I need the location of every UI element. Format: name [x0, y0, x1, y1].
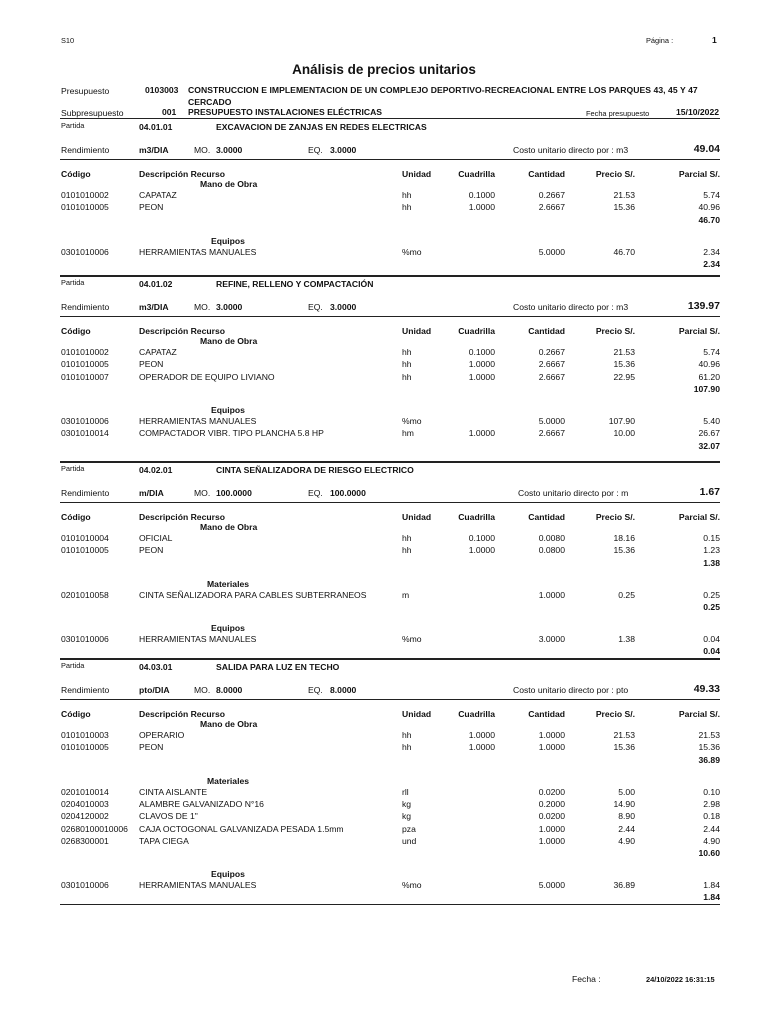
table-row-unidad: %mo: [402, 246, 422, 257]
table-row-precio: 18.16: [613, 533, 635, 543]
table-row-cantidad: 0.0200: [538, 786, 565, 797]
table-row-unidad: kg: [402, 798, 412, 809]
rendimiento-label: Rendimiento: [61, 488, 110, 498]
table-row-codigo: 0301010006: [61, 880, 109, 891]
group-subtotal: 0.04: [703, 646, 720, 657]
eq-value: 8.0000: [330, 685, 357, 695]
subpresupuesto-description: PRESUPUESTO INSTALACIONES ELÉCTRICAS: [188, 107, 383, 117]
col-parcial: Parcial S/.: [678, 512, 720, 522]
group-subtotal: 2.34: [703, 258, 720, 269]
table-row-parcial: 0.15: [703, 533, 720, 543]
partida-separator: [60, 118, 720, 119]
costo-unitario-label: Costo unitario directo por : m3: [513, 145, 629, 155]
costo-unitario-value: 49.33: [693, 683, 720, 695]
table-row-descripcion: PEON: [139, 202, 164, 213]
group-subtotal: 1.38: [703, 557, 720, 568]
table-row-cuadrilla: 1.0000: [468, 359, 495, 370]
table-row-cantidad: 1.0000: [538, 823, 565, 834]
table-row-precio: 22.95: [613, 371, 635, 382]
table-row-cantidad: 2.6667: [538, 371, 565, 382]
group-subtotal: 0.25: [703, 601, 720, 612]
table-row-cantidad: 3.0000: [538, 633, 565, 644]
partida-name: CINTA SEÑALIZADORA DE RIESGO ELECTRICO: [216, 465, 414, 475]
table-row-descripcion: CAPATAZ: [139, 190, 177, 200]
partida-name: SALIDA PARA LUZ EN TECHO: [216, 662, 340, 672]
table-row-cuadrilla: 1.0000: [468, 371, 495, 382]
group-heading: Equipos: [211, 404, 245, 415]
table-row-codigo: 0204010003: [61, 798, 109, 809]
table-row-cuadrilla: 1.0000: [468, 545, 495, 556]
partida-code: 04.03.01: [139, 662, 173, 672]
table-row-cantidad: 5.0000: [538, 880, 565, 891]
group-heading: Equipos: [211, 622, 245, 633]
eq-label: EQ.: [308, 302, 323, 312]
table-row-descripcion: HERRAMIENTAS MANUALES: [139, 633, 257, 644]
table-row-descripcion: TAPA CIEGA: [139, 835, 189, 846]
table-row-cantidad: 0.2667: [538, 347, 565, 357]
eq-label: EQ.: [308, 685, 323, 695]
table-row-cantidad: 0.2667: [538, 190, 565, 200]
table-row-unidad: hh: [402, 742, 412, 753]
table-row-cuadrilla: 1.0000: [468, 428, 495, 439]
table-row-unidad: hh: [402, 533, 412, 543]
eq-label: EQ.: [308, 145, 323, 155]
table-row-unidad: hh: [402, 545, 412, 556]
col-descripcion: Descripción Recurso: [139, 512, 225, 522]
table-row-descripcion: CAPATAZ: [139, 347, 177, 357]
group-heading: Materiales: [207, 775, 250, 786]
col-unidad: Unidad: [402, 326, 432, 336]
col-descripcion: Descripción Recurso: [139, 169, 225, 179]
table-row-codigo: 0301010006: [61, 415, 109, 426]
table-row-parcial: 0.04: [703, 633, 720, 644]
table-row-unidad: rll: [402, 786, 409, 797]
table-row-precio: 8.90: [618, 811, 635, 822]
table-row-cantidad: 0.0800: [538, 545, 565, 556]
presupuesto-description: CONSTRUCCION E IMPLEMENTACION DE UN COMPLEJO DEPORTIVO-RECREACIONAL ENTRE LOS PARQUES 43, 45 Y 47: [188, 85, 698, 95]
table-row-unidad: hh: [402, 202, 412, 213]
col-codigo: Código: [61, 326, 91, 336]
table-row-precio: 21.53: [613, 730, 635, 740]
costo-unitario-label: Costo unitario directo por : m3: [513, 302, 629, 312]
col-cantidad: Cantidad: [528, 709, 565, 719]
partida-separator: [60, 461, 720, 463]
col-precio: Precio S/.: [595, 512, 635, 522]
table-row-cantidad: 1.0000: [538, 589, 565, 600]
fecha-presupuesto-label: Fecha presupuesto: [586, 109, 650, 118]
presupuesto-code: 0103003: [145, 85, 179, 95]
col-cuadrilla: Cuadrilla: [458, 512, 495, 522]
table-row-descripcion: HERRAMIENTAS MANUALES: [139, 246, 257, 257]
partida-code: 04.01.02: [139, 279, 173, 289]
partida-name: EXCAVACION DE ZANJAS EN REDES ELECTRICAS: [216, 122, 427, 132]
table-row-precio: 36.89: [613, 880, 635, 891]
group-heading: Mano de Obra: [200, 336, 258, 346]
table-row-codigo: 0201010058: [61, 589, 109, 600]
table-row-cantidad: 1.0000: [538, 835, 565, 846]
header-separator: [60, 699, 720, 700]
table-row-parcial: 5.74: [703, 347, 720, 357]
costo-unitario-label: Costo unitario directo por : pto: [513, 685, 629, 695]
col-parcial: Parcial S/.: [678, 169, 720, 179]
col-precio: Precio S/.: [595, 326, 635, 336]
table-row-codigo: 0204120002: [61, 811, 109, 822]
table-row-parcial: 0.18: [703, 811, 720, 822]
col-codigo: Código: [61, 169, 91, 179]
table-row-unidad: %mo: [402, 880, 422, 891]
col-unidad: Unidad: [402, 709, 432, 719]
table-row-descripcion: HERRAMIENTAS MANUALES: [139, 415, 257, 426]
rendimiento-label: Rendimiento: [61, 685, 110, 695]
table-row-codigo: 0301010014: [61, 428, 109, 439]
group-heading: Equipos: [211, 235, 245, 246]
group-heading: Mano de Obra: [200, 179, 258, 189]
group-heading: Equipos: [211, 869, 245, 880]
table-row-precio: 46.70: [613, 246, 635, 257]
header-separator: [60, 316, 720, 317]
partida-name: REFINE, RELLENO Y COMPACTACIÓN: [216, 279, 374, 289]
col-cantidad: Cantidad: [528, 326, 565, 336]
table-row-descripcion: OFICIAL: [139, 533, 173, 543]
col-cuadrilla: Cuadrilla: [458, 326, 495, 336]
group-subtotal: 10.60: [698, 848, 720, 859]
table-row-codigo: 0101010005: [61, 742, 109, 753]
mo-label: MO.: [194, 145, 211, 155]
partida-code: 04.02.01: [139, 465, 173, 475]
eq-label: EQ.: [308, 488, 323, 498]
mo-value: 8.0000: [216, 685, 243, 695]
rendimiento-unit: pto/DIA: [139, 685, 170, 695]
header-separator: [60, 502, 720, 503]
rendimiento-unit: m3/DIA: [139, 145, 169, 155]
table-row-codigo: 0301010006: [61, 246, 109, 257]
col-descripcion: Descripción Recurso: [139, 709, 225, 719]
rendimiento-label: Rendimiento: [61, 302, 110, 312]
table-row-descripcion: PEON: [139, 742, 164, 753]
table-row-parcial: 26.67: [698, 428, 720, 439]
table-row-descripcion: CINTA SEÑALIZADORA PARA CABLES SUBTERRANEOS: [139, 589, 367, 600]
table-row-cuadrilla: 1.0000: [468, 742, 495, 753]
table-row-codigo: 0101010005: [61, 202, 109, 213]
col-cuadrilla: Cuadrilla: [458, 709, 495, 719]
col-codigo: Código: [61, 709, 91, 719]
table-row-codigo: 0268300001: [61, 835, 109, 846]
mo-label: MO.: [194, 302, 211, 312]
table-row-cuadrilla: 0.1000: [468, 347, 495, 357]
group-subtotal: 46.70: [698, 214, 720, 225]
table-row-descripcion: HERRAMIENTAS MANUALES: [139, 880, 257, 891]
table-row-codigo: 0301010006: [61, 633, 109, 644]
table-row-cantidad: 0.2000: [538, 798, 565, 809]
table-row-cantidad: 2.6667: [538, 428, 565, 439]
table-row-descripcion: CLAVOS DE 1": [139, 811, 198, 822]
table-row-precio: 10.00: [613, 428, 635, 439]
col-cuadrilla: Cuadrilla: [458, 169, 495, 179]
table-row-parcial: 40.96: [698, 202, 720, 213]
col-parcial: Parcial S/.: [678, 709, 720, 719]
table-row-precio: 15.36: [613, 545, 635, 556]
table-row-unidad: %mo: [402, 633, 422, 644]
header-separator: [60, 159, 720, 160]
table-row-precio: 2.44: [618, 823, 635, 834]
table-row-cantidad: 0.0200: [538, 811, 565, 822]
presupuesto-label: Presupuesto: [61, 86, 110, 96]
table-row-codigo: 0101010005: [61, 359, 109, 370]
table-row-parcial: 40.96: [698, 359, 720, 370]
table-row-cuadrilla: 0.1000: [468, 533, 495, 543]
mo-value: 3.0000: [216, 145, 243, 155]
group-heading: Materiales: [207, 578, 250, 589]
costo-unitario-label: Costo unitario directo por : m: [518, 488, 629, 498]
footer-fecha-label: Fecha :: [572, 974, 601, 984]
partida-separator: [60, 658, 720, 660]
table-row-precio: 1.38: [618, 633, 635, 644]
mo-value: 100.0000: [216, 488, 252, 498]
eq-value: 100.0000: [330, 488, 366, 498]
table-row-unidad: hh: [402, 347, 412, 357]
table-row-unidad: und: [402, 835, 417, 846]
table-row-precio: 4.90: [618, 835, 635, 846]
col-unidad: Unidad: [402, 512, 432, 522]
mo-label: MO.: [194, 488, 211, 498]
group-subtotal: 1.84: [703, 892, 720, 903]
table-row-precio: 5.00: [618, 786, 635, 797]
table-row-codigo: 0101010002: [61, 347, 109, 357]
table-row-precio: 21.53: [613, 190, 635, 200]
table-row-unidad: hh: [402, 190, 412, 200]
table-row-unidad: hh: [402, 359, 412, 370]
system-label: S10: [61, 36, 75, 45]
table-row-parcial: 15.36: [698, 742, 720, 753]
table-row-parcial: 1.84: [703, 880, 720, 891]
table-row-parcial: 61.20: [698, 371, 720, 382]
table-row-codigo: 02680100010006: [61, 823, 128, 834]
table-row-unidad: hh: [402, 371, 412, 382]
rendimiento-label: Rendimiento: [61, 145, 110, 155]
table-row-cantidad: 1.0000: [538, 730, 565, 740]
costo-unitario-value: 1.67: [699, 486, 720, 498]
table-row-precio: 21.53: [613, 347, 635, 357]
table-row-cantidad: 5.0000: [538, 246, 565, 257]
table-row-unidad: m: [402, 589, 410, 600]
table-row-codigo: 0201010014: [61, 786, 109, 797]
col-cantidad: Cantidad: [528, 512, 565, 522]
rendimiento-unit: m3/DIA: [139, 302, 169, 312]
table-row-precio: 0.25: [618, 589, 635, 600]
partida-label: Partida: [61, 661, 85, 670]
table-row-parcial: 2.98: [703, 798, 720, 809]
table-row-parcial: 4.90: [703, 835, 720, 846]
final-separator: [60, 904, 720, 905]
table-row-parcial: 0.10: [703, 786, 720, 797]
col-unidad: Unidad: [402, 169, 432, 179]
table-row-parcial: 21.53: [698, 730, 720, 740]
footer-fecha: 24/10/2022 16:31:15: [646, 975, 715, 984]
costo-unitario-value: 49.04: [693, 143, 720, 155]
table-row-cantidad: 0.0080: [538, 533, 565, 543]
group-heading: Mano de Obra: [200, 522, 258, 532]
partida-code: 04.01.01: [139, 122, 173, 132]
eq-value: 3.0000: [330, 302, 357, 312]
table-row-descripcion: PEON: [139, 545, 164, 556]
table-row-codigo: 0101010002: [61, 190, 109, 200]
page-number: 1: [712, 35, 717, 45]
partida-label: Partida: [61, 464, 85, 473]
table-row-unidad: pza: [402, 823, 416, 834]
subpresupuesto-label: Subpresupuesto: [61, 108, 124, 118]
table-row-parcial: 5.40: [703, 415, 720, 426]
page-label: Página :: [646, 36, 674, 45]
group-subtotal: 32.07: [698, 440, 720, 451]
group-heading: Mano de Obra: [200, 719, 258, 729]
eq-value: 3.0000: [330, 145, 357, 155]
table-row-unidad: %mo: [402, 415, 422, 426]
table-row-descripcion: COMPACTADOR VIBR. TIPO PLANCHA 5.8 HP: [139, 428, 324, 439]
fecha-presupuesto: 15/10/2022: [676, 107, 720, 117]
partida-label: Partida: [61, 278, 85, 287]
table-row-descripcion: ALAMBRE GALVANIZADO N°16: [139, 798, 264, 809]
costo-unitario-value: 139.97: [687, 300, 720, 312]
col-parcial: Parcial S/.: [678, 326, 720, 336]
table-row-cantidad: 2.6667: [538, 359, 565, 370]
col-codigo: Código: [61, 512, 91, 522]
table-row-descripcion: OPERADOR DE EQUIPO LIVIANO: [139, 371, 275, 382]
col-precio: Precio S/.: [595, 709, 635, 719]
col-precio: Precio S/.: [595, 169, 635, 179]
table-row-codigo: 0101010007: [61, 371, 109, 382]
table-row-cantidad: 5.0000: [538, 415, 565, 426]
table-row-parcial: 5.74: [703, 190, 720, 200]
table-row-parcial: 0.25: [703, 589, 720, 600]
table-row-parcial: 2.44: [703, 823, 720, 834]
table-row-cantidad: 2.6667: [538, 202, 565, 213]
table-row-precio: 15.36: [613, 202, 635, 213]
col-cantidad: Cantidad: [528, 169, 565, 179]
subpresupuesto-code: 001: [162, 107, 177, 117]
table-row-codigo: 0101010003: [61, 730, 109, 740]
table-row-descripcion: OPERARIO: [139, 730, 185, 740]
table-row-cuadrilla: 1.0000: [468, 730, 495, 740]
table-row-unidad: hm: [402, 428, 414, 439]
mo-value: 3.0000: [216, 302, 243, 312]
table-row-cantidad: 1.0000: [538, 742, 565, 753]
table-row-precio: 15.36: [613, 742, 635, 753]
table-row-parcial: 1.23: [703, 545, 720, 556]
table-row-descripcion: PEON: [139, 359, 164, 370]
group-subtotal: 107.90: [693, 383, 720, 394]
table-row-descripcion: CINTA AISLANTE: [139, 786, 208, 797]
presupuesto-description-line2: CERCADO: [188, 97, 232, 107]
table-row-cuadrilla: 1.0000: [468, 202, 495, 213]
table-row-precio: 14.90: [613, 798, 635, 809]
table-row-precio: 107.90: [608, 415, 635, 426]
partida-label: Partida: [61, 121, 85, 130]
group-subtotal: 36.89: [698, 754, 720, 765]
page-title: Análisis de precios unitarios: [292, 62, 476, 77]
partida-separator: [60, 275, 720, 277]
col-descripcion: Descripción Recurso: [139, 326, 225, 336]
table-row-precio: 15.36: [613, 359, 635, 370]
table-row-descripcion: CAJA OCTOGONAL GALVANIZADA PESADA 1.5mm: [139, 823, 344, 834]
table-row-cuadrilla: 0.1000: [468, 190, 495, 200]
table-row-codigo: 0101010004: [61, 533, 109, 543]
rendimiento-unit: m/DIA: [139, 488, 164, 498]
table-row-unidad: hh: [402, 730, 412, 740]
table-row-codigo: 0101010005: [61, 545, 109, 556]
table-row-unidad: kg: [402, 811, 412, 822]
table-row-parcial: 2.34: [703, 246, 720, 257]
mo-label: MO.: [194, 685, 211, 695]
